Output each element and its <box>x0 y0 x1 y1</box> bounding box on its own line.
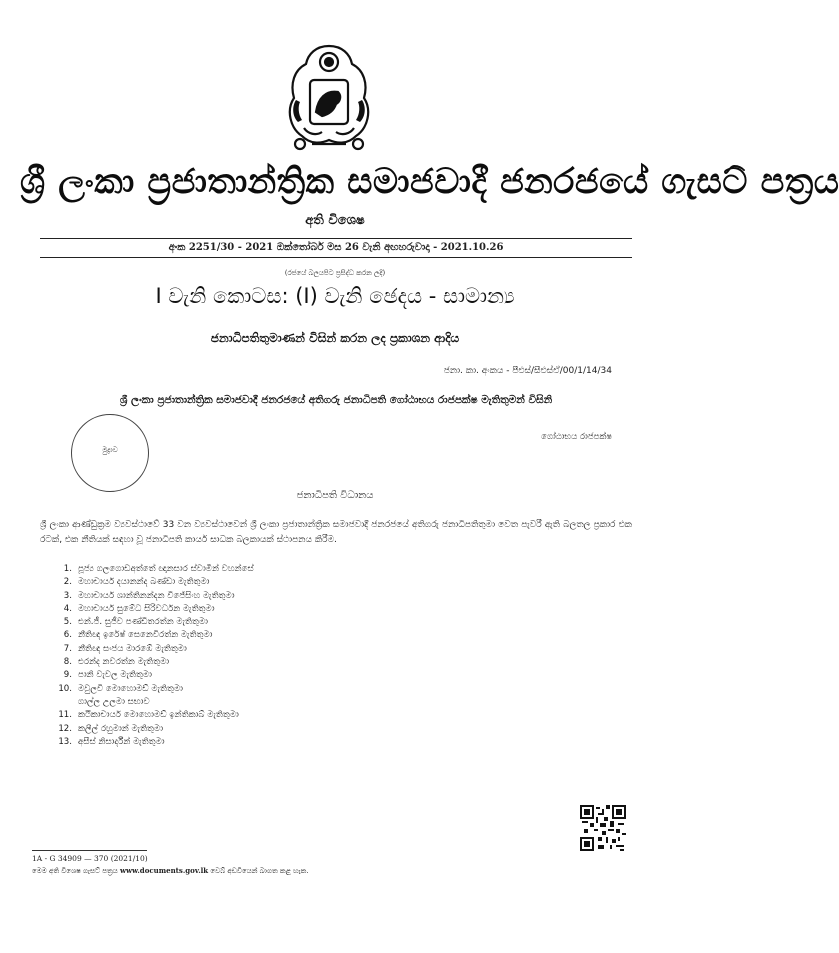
member-name: නීතිඥ ඉරේෂ් සෙනෙවිරත්න මැතිතුමා <box>78 630 213 641</box>
member-item <box>52 643 452 656</box>
member-name: කලීල් රහුමාන් මැතිතුමා <box>78 723 164 734</box>
member-name: පානි වැවල මැතිතුමා <box>78 670 152 681</box>
member-item <box>52 656 452 669</box>
member-number: 6. <box>63 630 72 641</box>
member-name: පූජ්‍ය ගලගොඩඅත්තේ ඥානසාර ස්වාමීන් වහන්සේ <box>78 564 254 574</box>
seal-label: මුද්‍රාව <box>102 446 118 454</box>
header-rule-bottom <box>40 257 632 258</box>
member-number: 2. <box>63 577 72 588</box>
subheading: ජනාධිපතිතුමාණන් විසින් කරන ලද ප්‍රකාශන ආදිය <box>210 331 460 345</box>
extraordinary-label: අති විශෙෂ <box>305 213 365 228</box>
member-item <box>52 736 452 749</box>
notice-body: ශ්‍රී ලංකා ආණ්ඩුක්‍රම ව්‍යවස්ථාවේ 33 වන ව්‍යවස්ථාවෙන් ශ්‍රී ලංකා ප්‍රජාතාන්ත්‍රික සමාජවාදී ජනරජයේ අතිගරු ජනාධිපතිතුමා වෙත පැවරී ඇති බලතල ප්‍රකාර එක රටක්, එක නීතියක් සඳහා වූ ජනාධිපති කාර්ය සාධක බලකායක් ස්ථාපනය කිරීම. <box>40 520 632 545</box>
qr-code-icon <box>580 805 626 851</box>
member-item <box>52 669 452 682</box>
national-emblem-icon <box>282 40 376 158</box>
member-item <box>52 683 452 710</box>
member-name: එරන්ද නවරත්න මැතිතුමා <box>78 657 170 668</box>
section-title: ජනාධිපති විධානය <box>296 490 374 501</box>
member-number: 3. <box>63 590 72 601</box>
part-heading: I වැනි කොටස: (I) වැනි ඡෙදය - සාමාන්‍ය <box>155 284 515 308</box>
member-item <box>52 563 452 576</box>
member-item <box>52 723 452 736</box>
member-affiliation: ගාල්ල උලමා සභාව <box>78 696 150 707</box>
header-rule-top <box>40 238 632 239</box>
member-number: 11. <box>58 710 72 721</box>
footer-website-link[interactable]: www.documents.gov.lk <box>120 866 209 875</box>
member-number: 1. <box>63 564 72 574</box>
member-name: මවුලවි මොහොමඩ් මැතිතුමා <box>78 683 183 694</box>
member-item <box>52 603 452 616</box>
member-item <box>52 590 452 603</box>
issue-line: අංක 2251/30 - 2021 ඔක්තෝබර් මස 26 වැනි අඟහරුවාදා - 2021.10.26 <box>168 242 504 253</box>
member-name: මහාචාර්ය සුමේධ සිරිවර්ධන මැතිතුමා <box>78 603 215 614</box>
member-name: එන්.ජී. සුජීව පණ්ඩිතරත්න මැතිතුමා <box>78 617 208 628</box>
reference-number: ජනා. කා. අංකය - පීඑස්/සීඑස්ඒ/00/1/14/34 <box>443 366 612 376</box>
member-number: 8. <box>63 657 72 668</box>
member-name: මහාචාර්ය දයානන්ද බණ්ඩා මැතිතුමා <box>78 577 210 588</box>
authority-note: (රජයේ බලයපිට ප්‍රසිද්ධ කරන ලදි) <box>284 269 386 277</box>
member-item <box>52 709 452 722</box>
footer-note-suffix: වෙබ් අඩවියෙන් බාගත කළ හැක. <box>210 867 309 875</box>
footer-code: 1A - G 34909 — 370 (2021/10) <box>32 854 148 863</box>
footer-note <box>32 866 309 876</box>
member-number: 13. <box>58 736 72 747</box>
member-number: 10. <box>58 683 72 694</box>
footer-rule <box>32 850 147 851</box>
member-number: 5. <box>63 617 72 628</box>
member-item <box>52 629 452 642</box>
member-list <box>52 563 452 749</box>
member-number: 7. <box>63 643 72 654</box>
member-name: අසීස් නිසාර්දීන් මැතිතුමා <box>78 736 165 747</box>
member-name: මහාචාර්ය ශාන්තිනන්දන විජේසිංහ මැතිතුමා <box>78 590 235 601</box>
signature-name: ගෝඨාභය රාජපක්ෂ <box>541 432 612 442</box>
member-item <box>52 616 452 629</box>
seal-stamp <box>71 414 149 492</box>
member-name: කථිකාචාර්ය මොහොමඩ් ඉන්තිකාබ් මැතිතුමා <box>78 710 239 721</box>
issued-by: ශ්‍රී ලංකා ප්‍රජාතාන්ත්‍රික සමාජවාදී ජනරජයේ අතිගරු ජනාධිපති ගෝඨාභය රාජපක්ෂ මැතිතුමන් විසිනි <box>119 394 553 406</box>
footer-note-prefix: මෙම අති විශෙෂ ගැසට් පත්‍රය <box>32 867 118 875</box>
member-item <box>52 576 452 589</box>
member-number: 9. <box>63 670 72 681</box>
member-number: 4. <box>63 603 72 614</box>
member-number: 12. <box>58 723 72 734</box>
member-name: නීතිඥ සංජය මාරඹේ මැතිතුමා <box>78 643 187 654</box>
gazette-masthead: ශ්‍රී ලංකා ප්‍රජාතාන්ත්‍රික සමාජවාදී ජනරජයේ ගැසට් පත්‍රය <box>20 162 839 202</box>
